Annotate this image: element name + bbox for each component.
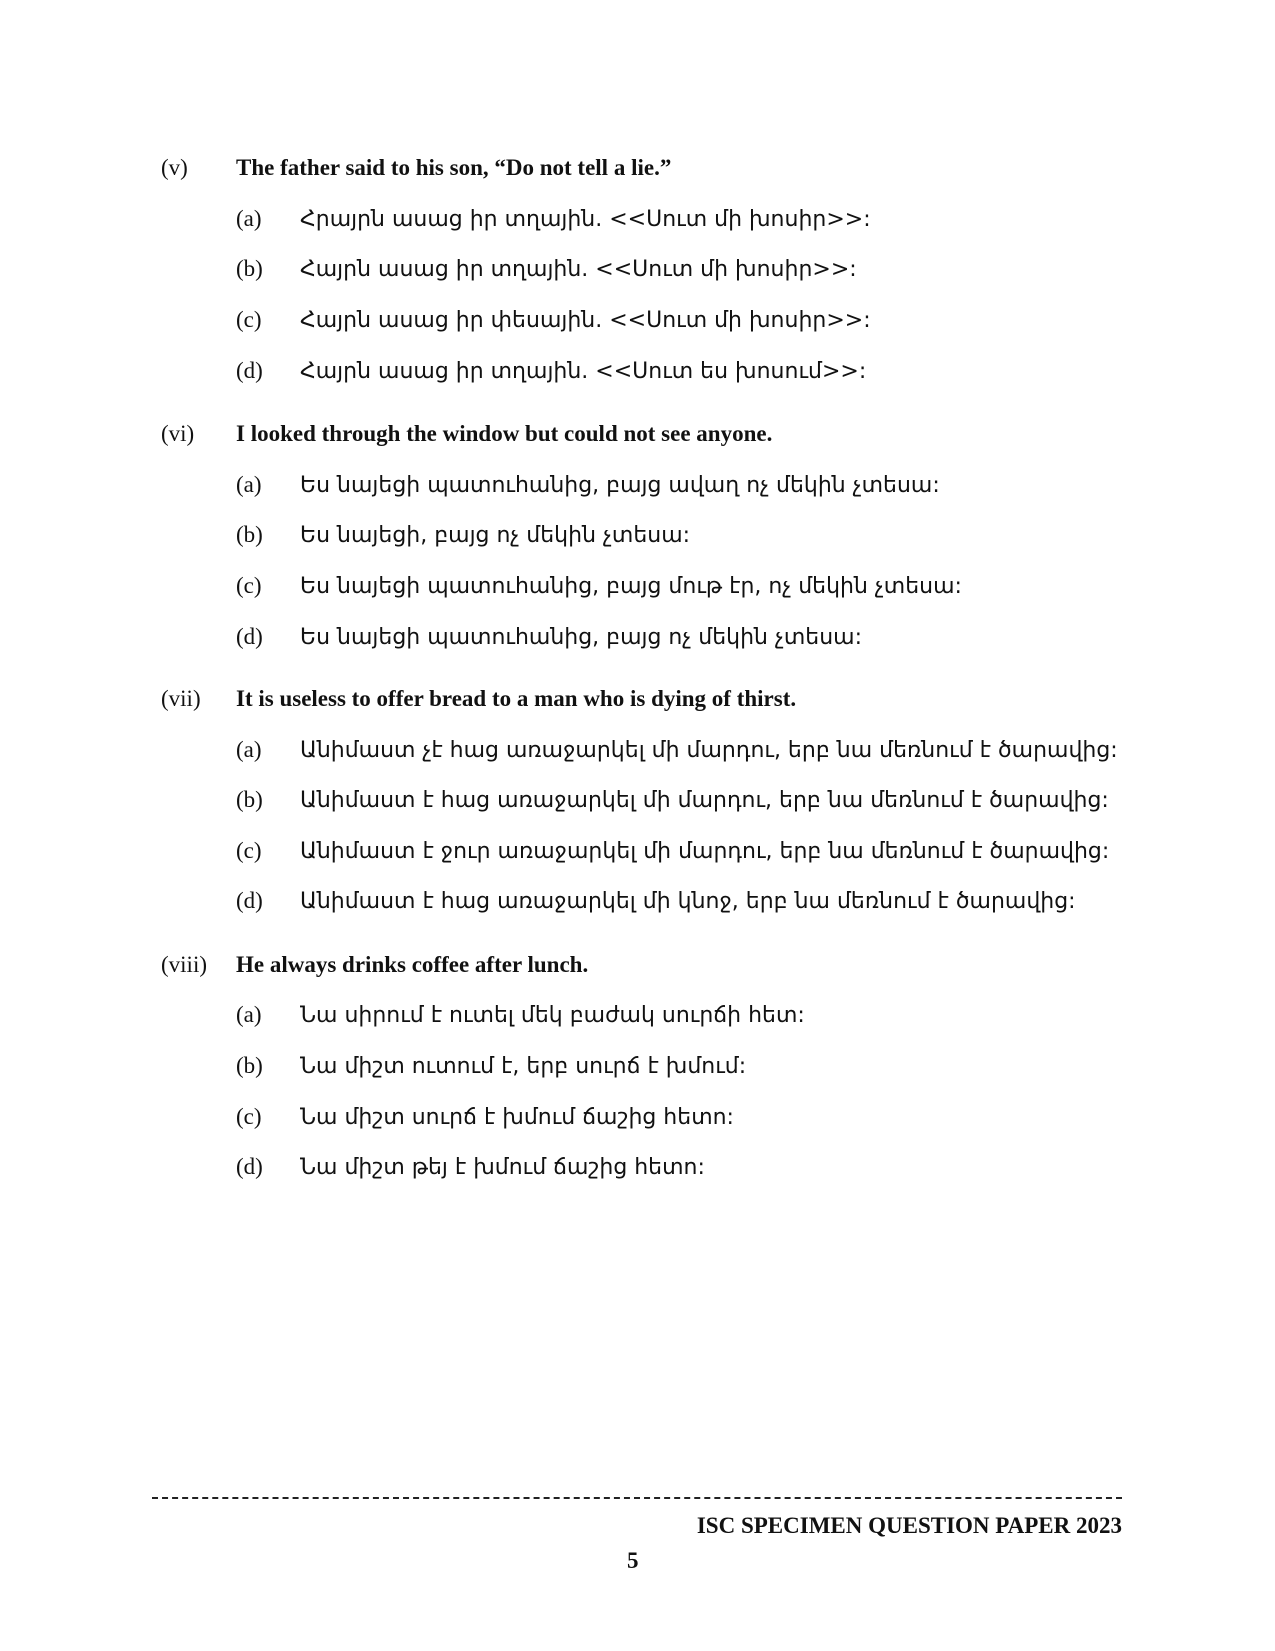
footer-title: ISC SPECIMEN QUESTION PAPER 2023 (696, 1513, 1122, 1538)
option-text: Ես նայեցի պատուհանից, բայց ավաղ ոչ մեկին չտեսա: (300, 473, 940, 498)
option-text: Նա սիրում է ուտել մեկ բաժակ սուրճի հետ: (300, 1003, 805, 1028)
option-text: Նա միշտ սուրճ է խմում ճաշից հետո: (300, 1105, 734, 1130)
footer-divider (152, 1497, 1122, 1499)
option-letter: (c) (236, 573, 262, 598)
question-number: (vii) (161, 686, 201, 711)
question-prompt: He always drinks coffee after lunch. (236, 952, 589, 977)
option-letter: (c) (236, 1104, 262, 1129)
question-number: (v) (161, 155, 188, 180)
option-letter: (a) (236, 206, 262, 231)
option-letter: (b) (236, 256, 263, 281)
question-prompt: It is useless to offer bread to a man who is dying of thirst. (236, 686, 797, 711)
option-text: Հրայրն ասաց իր տղային. <<Սուտ մի խոսիր>>: (300, 207, 871, 232)
option-letter: (a) (236, 1002, 262, 1027)
option-letter: (b) (236, 522, 263, 547)
option-letter: (d) (236, 1154, 263, 1179)
option-text: Անիմաստ է հաց առաջարկել մի կնոջ, երբ նա մեռնում է ծարավից: (300, 889, 1076, 914)
question-prompt: I looked through the window but could not see anyone. (236, 421, 773, 446)
option-letter: (d) (236, 358, 263, 383)
question-number: (viii) (161, 952, 207, 977)
option-letter: (b) (236, 1053, 263, 1078)
option-letter: (d) (236, 624, 263, 649)
option-text: Ես նայեցի պատուհանից, բայց ոչ մեկին չտեսա: (300, 625, 863, 650)
option-text: Հայրն ասաց իր փեսային. <<Սուտ մի խոսիր>>: (300, 308, 871, 333)
option-text: Հայրն ասաց իր տղային. <<Սուտ ես խոսում>>: (300, 359, 867, 384)
option-text: Հայրն ասաց իր տղային. <<Սուտ մի խոսիր>>: (300, 257, 857, 282)
question-number: (vi) (161, 421, 195, 446)
option-text: Ես նայեցի, բայց ոչ մեկին չտեսա: (300, 523, 691, 548)
option-text: Անիմաստ է ջուր առաջարկել մի մարդու, երբ նա մեռնում է ծարավից: (300, 839, 1110, 864)
option-text: Ես նայեցի պատուհանից, բայց մութ էր, ոչ մեկին չտեսա: (300, 574, 962, 599)
option-letter: (a) (236, 737, 262, 762)
option-letter: (a) (236, 472, 262, 497)
question-prompt: The father said to his son, “Do not tell a lie.” (236, 155, 672, 180)
option-text: Նա միշտ ուտում է, երբ սուրճ է խմում: (300, 1054, 747, 1079)
option-letter: (c) (236, 838, 262, 863)
option-text: Անիմաստ չէ հաց առաջարկել մի մարդու, երբ նա մեռնում է ծարավից: (300, 738, 1118, 763)
option-letter: (d) (236, 888, 263, 913)
option-letter: (b) (236, 787, 263, 812)
option-text: Նա միշտ թեյ է խմում ճաշից հետո: (300, 1155, 705, 1180)
option-text: Անիմաստ է հաց առաջարկել մի մարդու, երբ նա մեռնում է ծարավից: (300, 788, 1109, 813)
option-letter: (c) (236, 307, 262, 332)
page-number: 5 (627, 1548, 639, 1573)
